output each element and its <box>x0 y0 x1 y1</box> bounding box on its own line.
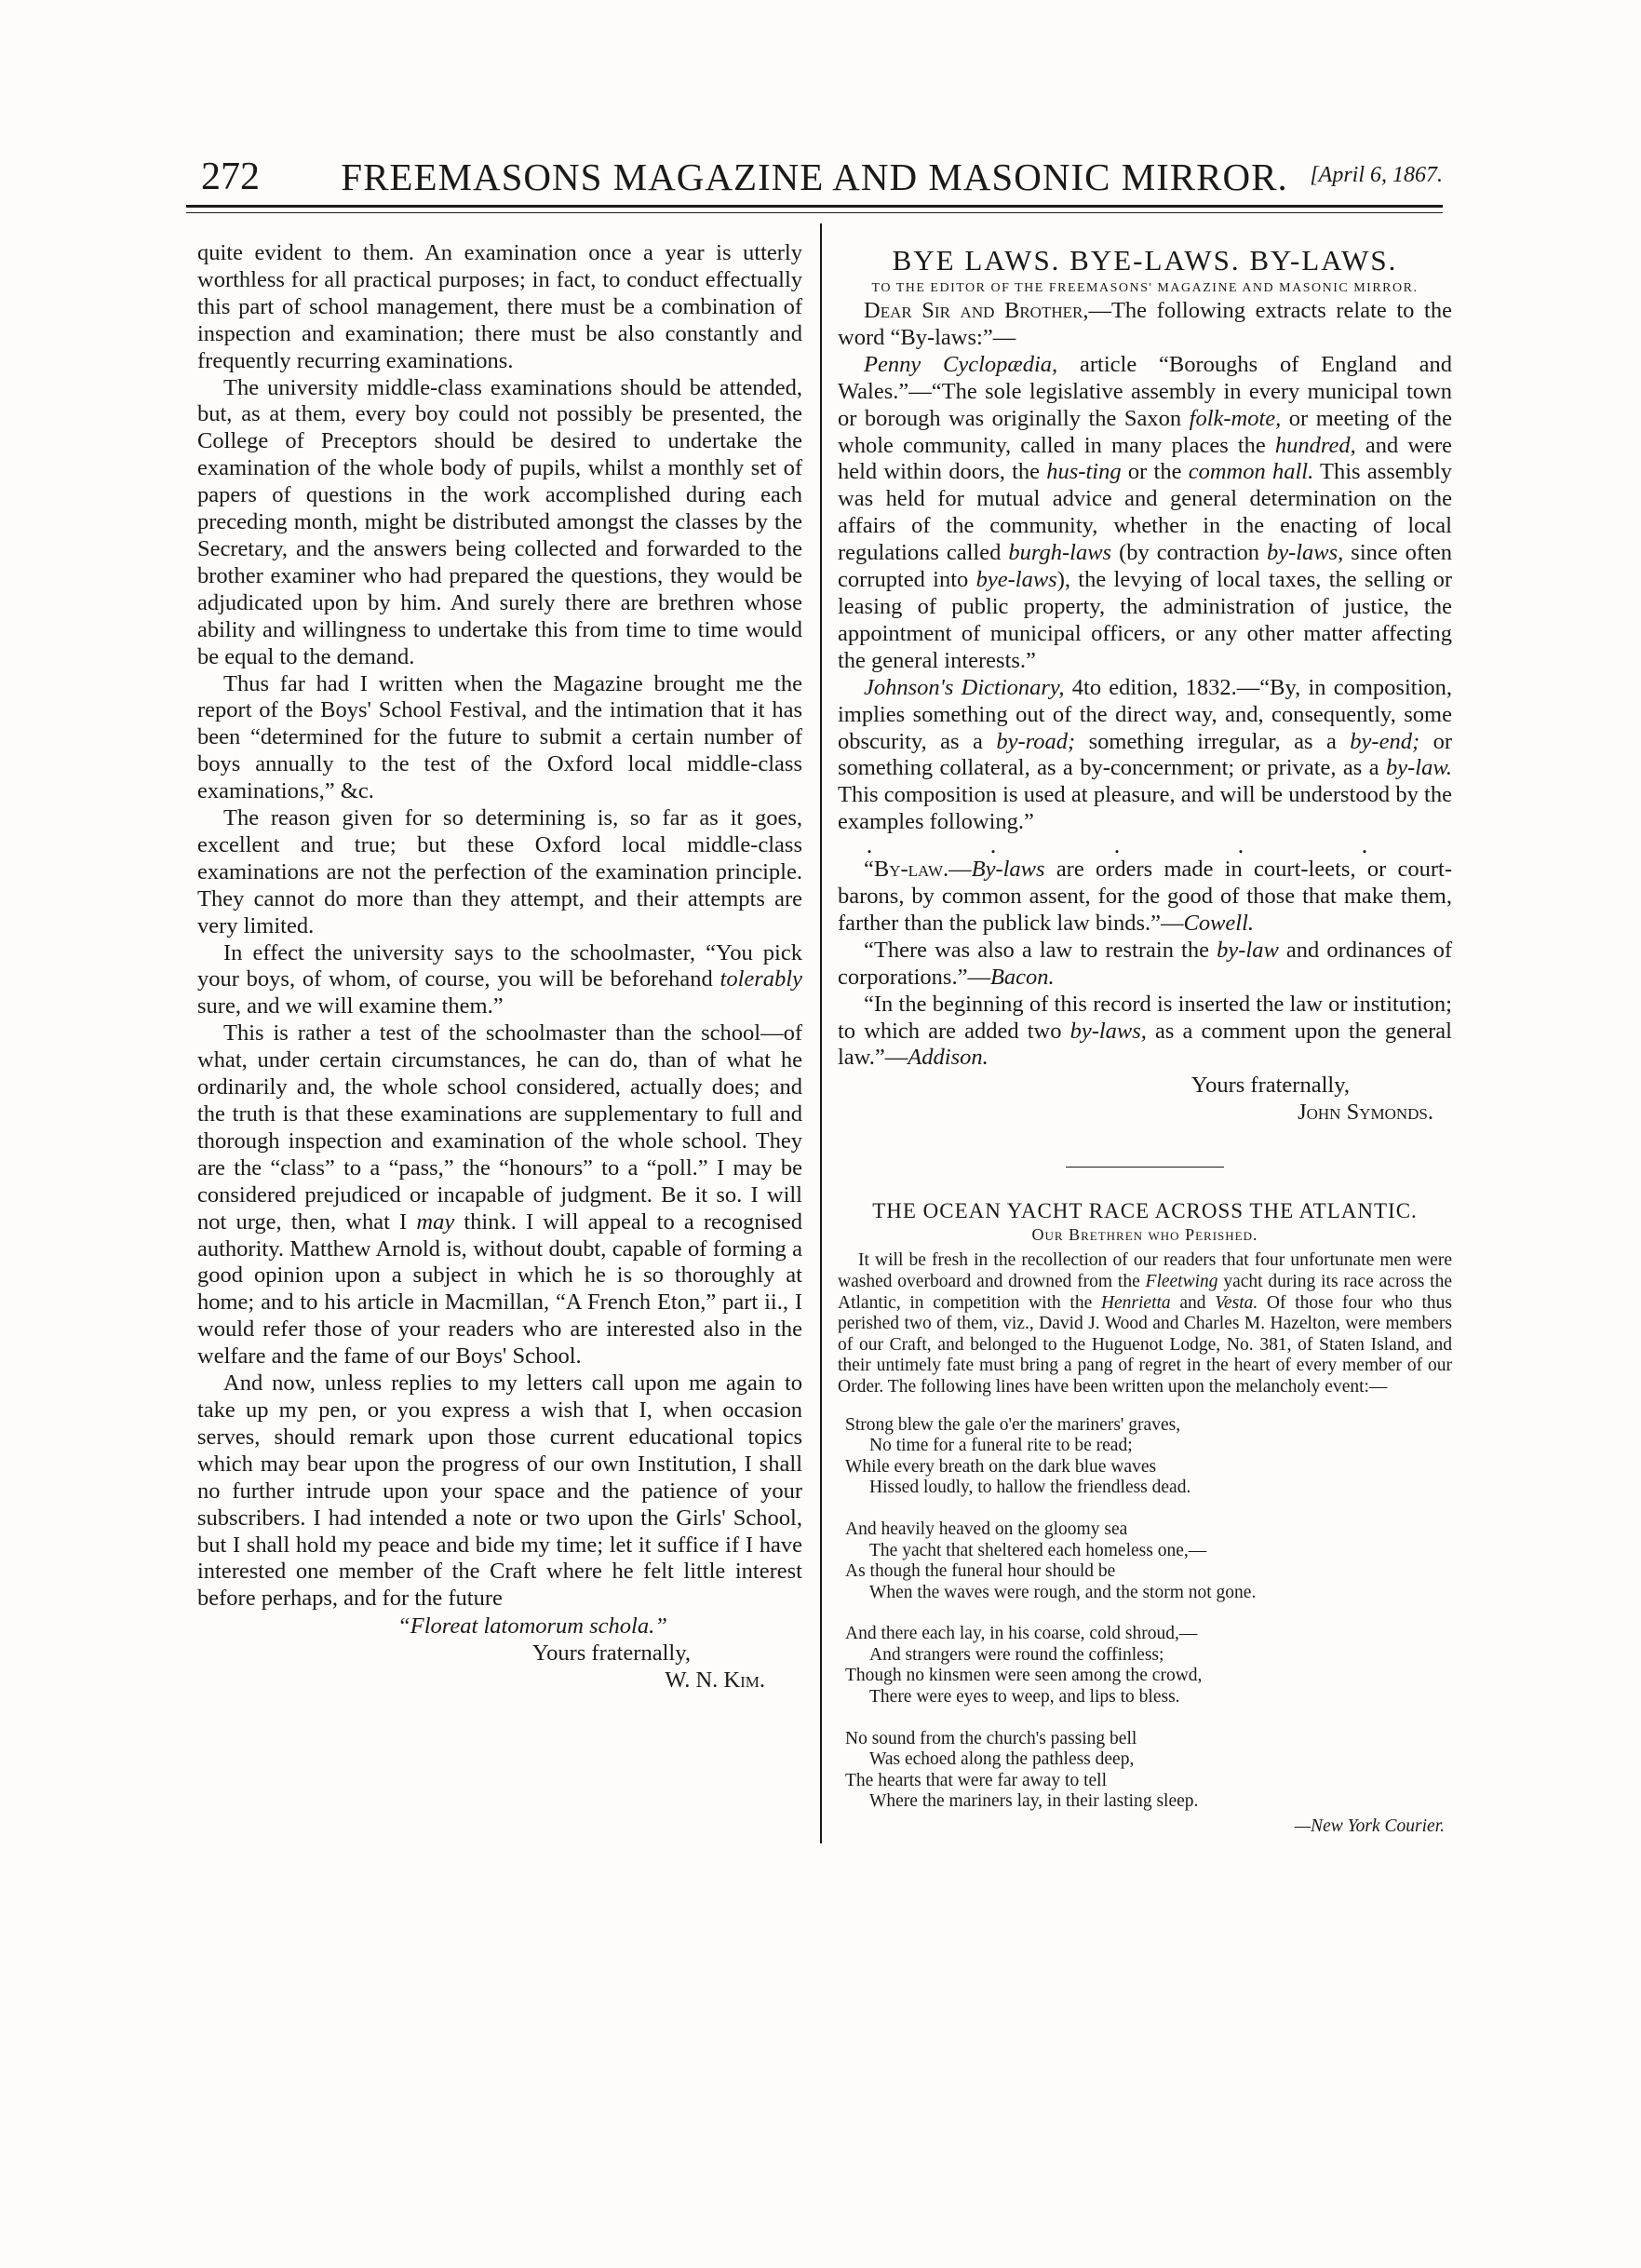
header-rule-thin <box>186 212 1443 213</box>
poem-line: The yacht that sheltered each homeless one,— <box>869 1540 1207 1560</box>
closing-line: Yours fraternally, <box>531 1640 691 1667</box>
paragraph: The university middle-class examinations should be attended, but, as at them, every boy could not possibly be presented, the College of Preceptors should be desired to undertake the examination of the whole body of pupils, whilst a monthly set of papers of questions in the work accomplished during each preceding month, might be distributed amongst the classes by the Secretary, and the answers being collected and forwarded to the brother examiner who had prepared the questions, they would be adjudicated upon by him. And surely there are brethren whose ability and willingness to undertake this from time to time would be equal to the demand. <box>197 374 802 669</box>
poem-credit: —New York Courier. <box>1294 1816 1445 1837</box>
paragraph: This is rather a test of the schoolmaster than the school—of what, under certain circumstances, he can do, than of what he ordinarily and, the whole school considered, actually does; and the truth is that these examinations are supplementary to full and thorough inspection and examination of the whole school. They are the “class” to a “pass,” the “honours” to a “poll.” I may be considered prejudiced or incapable of judgment. Be it so. I will not urge, then, what I may think. I will appeal to a recognised authority. Matthew Arnold is, without doubt, capable of forming a good opinion upon a subject in which he is so thoroughly at home; and to his article in Macmillan, “A French Eton,” part ii., I would refer those of your readers who are interested also in the welfare and the fame of our Boys' School. <box>197 1020 802 1370</box>
signoff <box>197 1640 802 1694</box>
paragraph: Thus far had I written when the Magazine brought me the report of the Boys' School Festival, and the intimation that it has been “determined for the future to submit a certain number of boys annually to the test of the Oxford local middle-class examinations,” &c. <box>197 670 802 804</box>
letter-body <box>197 240 802 1613</box>
poem-line: Strong blew the gale o'er the mariners' graves, <box>845 1414 1181 1435</box>
poem-line: Hissed loudly, to hallow the friendless dead. <box>869 1478 1191 1498</box>
poem-stanza <box>845 1415 1452 1499</box>
poem-line: While every breath on the dark blue waves <box>845 1456 1157 1477</box>
poem-line: And heavily heaved on the gloomy sea <box>845 1519 1128 1539</box>
poem-line: And there each lay, in his coarse, cold shroud,— <box>845 1624 1198 1644</box>
page-number: 272 <box>201 155 260 198</box>
left-column <box>197 240 802 1694</box>
poem-line: Though no kinsmen were seen among the crowd, <box>845 1666 1203 1686</box>
paragraph: The reason given for so determining is, so far as it goes, excellent and true; but these Oxford local middle-class examinations are not the perfection of the examination principle. They cannot do more than they attempt, and their attempts are very limited. <box>197 805 802 938</box>
poem-line: No time for a funeral rite to be read; <box>869 1436 1133 1456</box>
closing-line: Yours fraternally, <box>1190 1073 1350 1099</box>
paragraph: Penny Cyclopædia, article “Boroughs of England and Wales.”—“The sole legislative assembly in every municipal town or borough was originally the Saxon folk-mote, or meeting of the whole community, called in many places the hundred, and were held within doors, the hus-ting or the common hall. This assembly was held for mutual advice and general determination on the affairs of the community, whether in the enacting of local regulations called burgh-laws (by contraction by-laws, since often corrupted into bye-laws), the levying of local taxes, the selling or leasing of public property, the administration of justice, the appointment of municipal officers, or any other matter affecting the general interests.” <box>838 351 1452 673</box>
paragraph: Dear Sir and Brother,—The following extracts relate to the word “By-laws:”— <box>838 298 1452 350</box>
article-subtitle: Our Brethren who Perished. <box>1031 1225 1258 1245</box>
poem-line: The hearts that were far away to tell <box>845 1770 1107 1790</box>
ellipsis-dots: . . . . . <box>866 831 1424 859</box>
poem-stanza <box>845 1624 1452 1708</box>
column-divider <box>820 223 822 1843</box>
poem-line: Where the mariners lay, in their lasting sleep. <box>869 1791 1199 1812</box>
poem-line: There were eyes to weep, and lips to bless. <box>869 1687 1180 1708</box>
paragraph: Johnson's Dictionary, 4to edition, 1832.—“By, in composition, implies something out of the direct way, and, consequently, some obscurity, as a by-road; something irregular, as a by-end; or something collateral, as a by-concernment; or private, as a by-law. This composition is used at pleasure, and will be understood by the examples following.” <box>838 674 1452 835</box>
poem-line: No sound from the church's passing bell <box>845 1728 1137 1748</box>
poem-line: As though the funeral hour should be <box>845 1561 1116 1582</box>
poem <box>838 1415 1452 1814</box>
right-column <box>838 240 1452 1837</box>
article-addressee: TO THE EDITOR OF THE FREEMASONS' MAGAZINE AND MASONIC MIRROR. <box>871 281 1419 295</box>
paragraph: “By-law.—By-laws are orders made in court-leets, or court-barons, by common assent, for the good of those that make them, farther than the publick law binds.”—Cowell. <box>838 857 1452 936</box>
poem-stanza <box>845 1519 1452 1603</box>
poem-stanza <box>845 1729 1452 1813</box>
paragraph: And now, unless replies to my letters call upon me again to take up my pen, or you express a wish that I, when occasion serves, should remark upon those current educational topics which may bear upon the progress of our own Institution, I shall no further intrude upon your space and the patience of your subscribers. I had intended a note or two upon the Girls' School, but I shall hold my peace and bide my time; let it suffice if I have interested one member of the Craft where he felt little interest before perhaps, and for the future <box>197 1370 802 1612</box>
signoff <box>838 1072 1452 1126</box>
latin-motto: “Floreat latomorum schola.” <box>397 1613 667 1640</box>
poem-line: When the waves were rough, and the storm not gone. <box>869 1582 1257 1602</box>
article-title: BYE LAWS. BYE-LAWS. BY-LAWS. <box>892 244 1398 277</box>
article-body <box>838 298 1452 1072</box>
section-separator <box>1066 1167 1224 1168</box>
article-title: THE OCEAN YACHT RACE ACROSS THE ATLANTIC. <box>872 1199 1418 1223</box>
paragraph: “In the beginning of this record is inserted the law or institution; to which are added two by-laws, as a comment upon the general law.”—Addison. <box>838 991 1452 1071</box>
paragraph: “There was also a law to restrain the by-law and ordinances of corporations.”—Bacon. <box>838 937 1453 990</box>
paragraph: In effect the university says to the schoolmaster, “You pick your boys, of whom, of course, you will be beforehand tolerably sure, and we will examine them.” <box>197 939 802 1019</box>
issue-date: [April 6, 1867. <box>1310 163 1443 187</box>
poem-line: Was echoed along the pathless deep, <box>869 1749 1135 1770</box>
page-header <box>186 147 1443 203</box>
paragraph: quite evident to them. An examination once a year is utterly worthless for all practical purposes; in fact, to conduct effectually this part of school management, there must be a combination of inspection and examination; there must be also constantly and frequently recurring examinations. <box>197 240 802 373</box>
signature: John Symonds. <box>1298 1100 1433 1126</box>
signature: W. N. Kim. <box>665 1667 765 1694</box>
running-title: FREEMASONS MAGAZINE AND MASONIC MIRROR. <box>341 155 1288 198</box>
article-body <box>838 1250 1452 1397</box>
paragraph: It will be fresh in the recollection of our readers that four unfortunate men were washed overboard and drowned from the Fleetwing yacht during its race across the Atlantic, in competition with the Henrietta and Vesta. Of those four who thus perished two of them, viz., David J. Wood and Charles M. Hazelton, were members of our Craft, and belonged to the Huguenot Lodge, No. 381, of Staten Island, and their untimely fate must bring a pang of regret in the heart of every member of our Order. The following lines have been written upon the melancholy event:— <box>838 1250 1452 1397</box>
poem-line: And strangers were round the coffinless; <box>869 1644 1164 1665</box>
header-rule-thick <box>186 205 1443 208</box>
